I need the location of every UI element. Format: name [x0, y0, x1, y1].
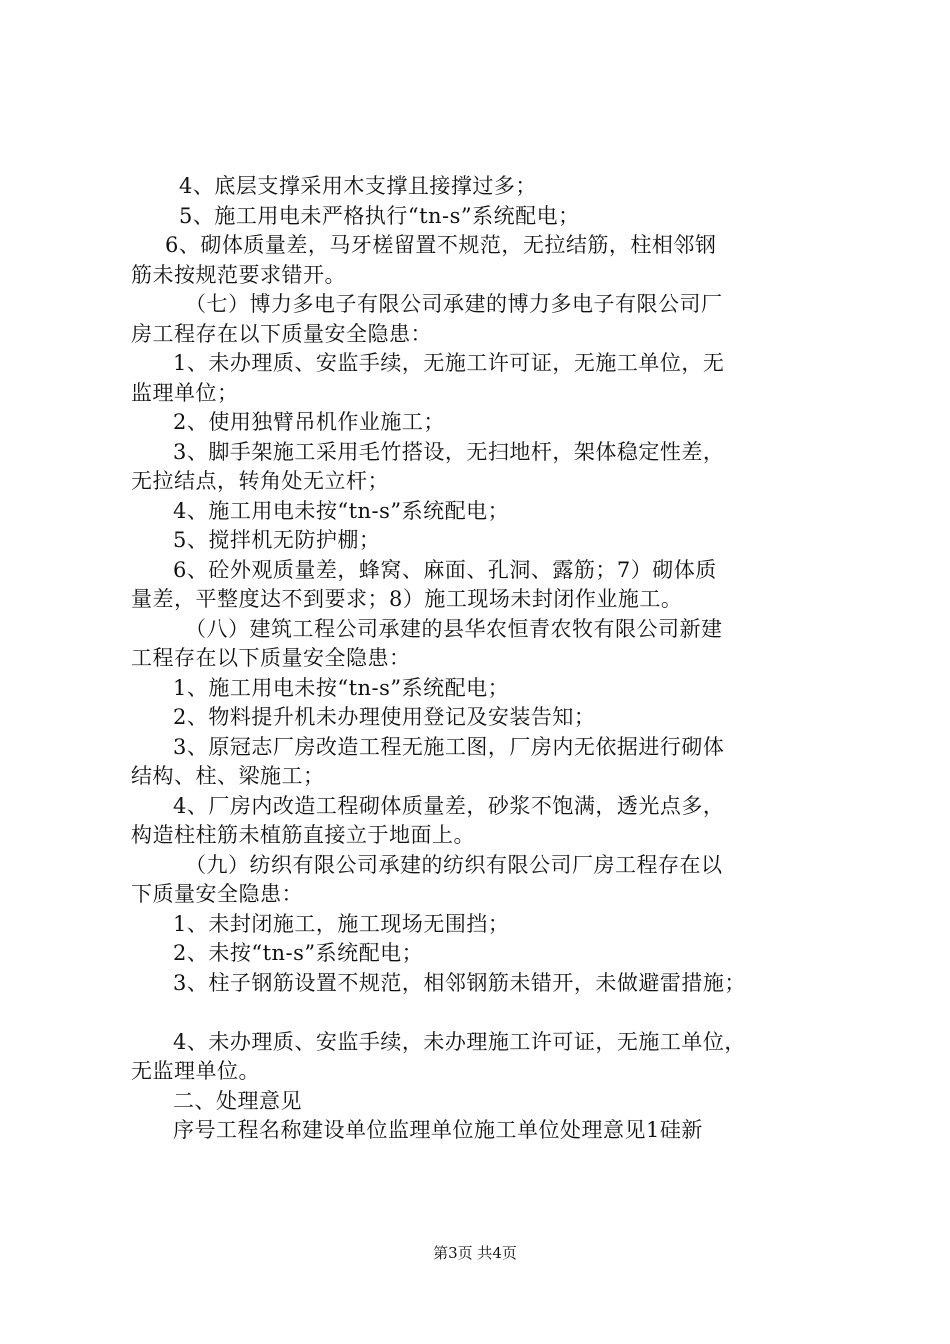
text-line: 1、施工用电未按“tn-s”系统配电；: [173, 675, 510, 700]
text-line: 量差，平整度达不到要求；8）施工现场未封闭作业施工。: [131, 587, 683, 611]
text-line: 筋未按规范要求错开。: [131, 262, 346, 287]
text-line: 3、脚手架施工采用毛竹搭设，无扫地杆，架体稳定性差，: [173, 439, 725, 464]
text-line: 6、砌体质量差，马牙槎留置不规范，无拉结筋，柱相邻钢: [165, 233, 717, 257]
section-heading-7: （七）博力多电子有限公司承建的博力多电子有限公司厂: [185, 292, 723, 316]
section-heading-2: 二、处理意见: [173, 1088, 302, 1113]
text-line: 4、底层支撑采用木支撑且接撑过多；: [179, 174, 537, 198]
text-line: 3、原冠志厂房改造工程无施工图，厂房内无依据进行砌体: [173, 734, 725, 759]
text-line: 房工程存在以下质量安全隐患：: [131, 321, 432, 346]
text-line: 结构、柱、梁施工；: [131, 764, 325, 788]
text-line: 4、厂房内改造工程砌体质量差，砂浆不饱满，透光点多，: [173, 793, 725, 818]
text-line: 序号工程名称建设单位监理单位施工单位处理意见1硅新: [173, 1118, 703, 1142]
section-heading-9: （九）纺织有限公司承建的纺织有限公司厂房工程存在以: [185, 852, 723, 877]
section-heading-8: （八）建筑工程公司承建的县华农恒青农牧有限公司新建: [185, 616, 723, 641]
text-line: 5、搅拌机无防护棚；: [173, 528, 381, 552]
text-line: 2、未按“tn-s”系统配电；: [173, 941, 424, 965]
text-line: 2、物料提升机未办理使用登记及安装告知；: [173, 705, 596, 729]
page-footer: 第3页 共4页: [433, 1244, 517, 1262]
document-body: [131, 172, 837, 1146]
text-line: 4、未办理质、安监手续，未办理施工许可证，无施工单位，: [173, 1029, 746, 1054]
text-line: 工程存在以下质量安全隐患：: [131, 646, 411, 670]
text-line: 5、施工用电未严格执行“tn-s”系统配电；: [179, 203, 580, 228]
text-line: 6、砼外观质量差，蜂窝、麻面、孔洞、露筋；7）砌体质: [173, 557, 717, 582]
text-line: 构造柱柱筋未植筋直接立于地面上。: [131, 823, 475, 847]
text-line: 3、柱子钢筋设置不规范，相邻钢筋未错开，未做避雷措施；: [173, 970, 746, 995]
text-line: 下质量安全隐患：: [131, 882, 303, 906]
text-line: 1、未办理质、安监手续，无施工许可证，无施工单位，无: [173, 351, 725, 375]
text-line: 1、未封闭施工，施工现场无围挡；: [173, 911, 510, 936]
text-line: 无监理单位。: [131, 1059, 260, 1083]
text-line: 4、施工用电未按“tn-s”系统配电；: [173, 498, 510, 523]
blank-line: [131, 998, 837, 1028]
text-line: 监理单位；: [131, 380, 239, 405]
text-line: 无拉结点，转角处无立杆；: [131, 469, 389, 493]
text-line: 2、使用独臂吊机作业施工；: [173, 410, 445, 434]
